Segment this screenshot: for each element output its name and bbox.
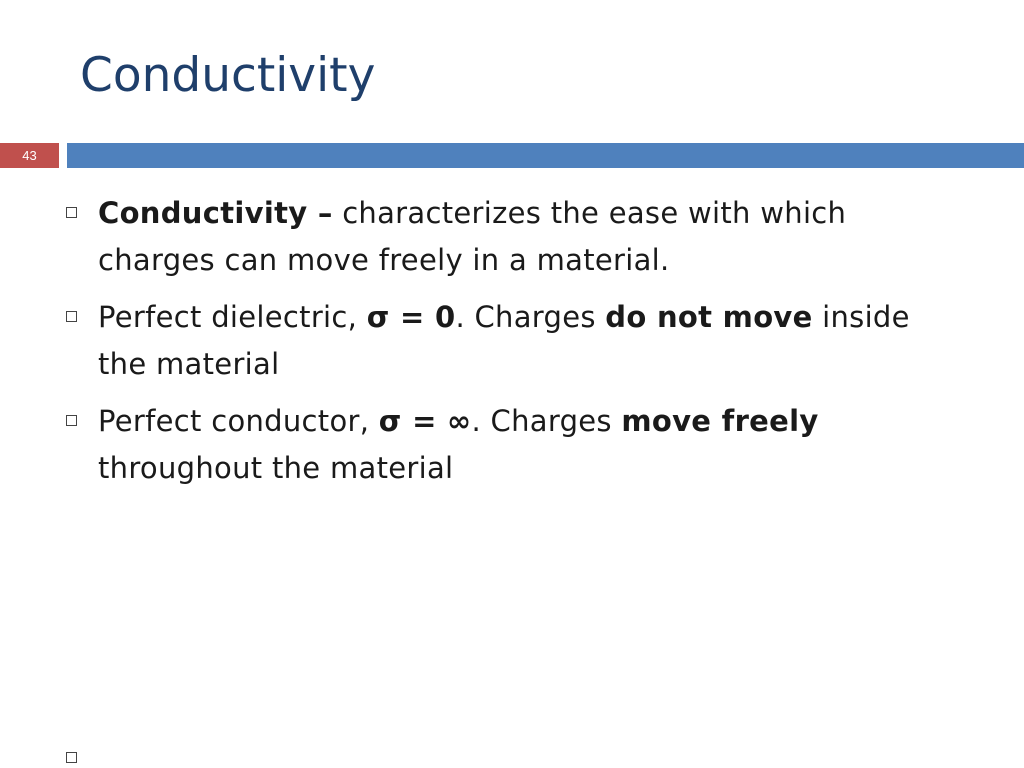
header-accent-bar	[67, 143, 1024, 168]
sigma-infinity: σ = ∞	[378, 404, 472, 438]
bullet-text-prefix: Perfect conductor,	[98, 404, 379, 438]
bullet-text-suffix: inside the material	[98, 300, 910, 381]
bullet-text-prefix: Perfect dielectric,	[98, 300, 367, 334]
bullet-perfect-conductor	[64, 398, 964, 492]
bullet-term: Conductivity	[98, 196, 308, 230]
bullet-perfect-dielectric	[64, 294, 964, 388]
bullet-text-middle: . Charges	[471, 404, 622, 438]
empty-bullet-icon	[66, 752, 77, 763]
hollow-square-icon	[66, 311, 77, 322]
bullet-conductivity-definition	[64, 190, 964, 284]
slide-title: Conductivity	[80, 48, 376, 103]
hollow-square-icon	[66, 415, 77, 426]
bullet-text: characterizes the ease with which charges can move freely in a material.	[98, 196, 847, 277]
bullet-list	[64, 190, 964, 502]
bullet-emphasis: move freely	[621, 404, 819, 438]
bullet-dash: –	[307, 196, 333, 230]
hollow-square-icon	[66, 207, 77, 218]
bullet-text-middle: . Charges	[455, 300, 606, 334]
header-bar	[0, 143, 1024, 168]
bullet-emphasis: do not move	[605, 300, 813, 334]
page-number: 43	[0, 143, 59, 168]
bullet-text-suffix: throughout the material	[98, 451, 454, 485]
sigma-zero: σ = 0	[366, 300, 456, 334]
